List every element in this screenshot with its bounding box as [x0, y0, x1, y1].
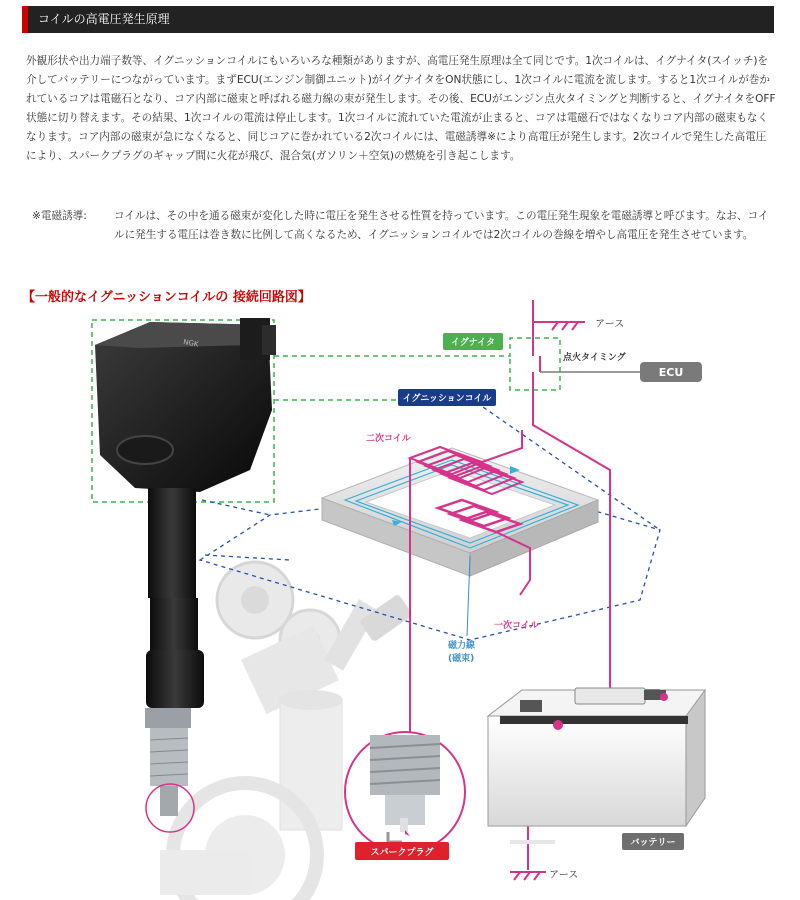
spark-plug-zoom — [345, 732, 465, 852]
body-paragraph: 外観形状や出力端子数等、イグニッションコイルにもいろいろな種類がありますが、高電圧発生原理は全て同じです。1次コイルは、イグナイタ(スイッチ)を介してバッテリーにつながっています。まずECU(エンジン制御ユニット)がイグナイタをON状態にし、1次コイルに電流を流します。すると1次コイルが巻かれているコアは電磁石となり、コア内部に磁束と呼ばれる磁力線の束が発生します。その後、ECUがエンジン点火タイミングと判断すると、イグナイタをOFF状態に切り替えます。その結果、1次コイルの電流は停止します。1次コイルに流れていた電流が止まると、コアは電磁石ではなくなりコア内部の磁束もなくなります。コア内部の磁束が急になくなると、同じコアに巻かれている2次コイルには、電磁誘導※により高電圧が発生します。2次コイルで発生した高電圧により、スパークプラグのギャップ間に火花が飛び、混合気(ガソリン＋空気)の燃焼を引き起こします。 — [26, 55, 776, 162]
secondary-coil-label: 二次コイル — [366, 434, 411, 444]
ecu-label: ECU — [658, 366, 684, 379]
ignition-coil-label: イグニッションコイル — [402, 394, 492, 404]
igniter-dashed-link — [274, 338, 560, 390]
primary-coil-label: 一次コイル — [494, 621, 539, 631]
earth-label-bottom: アース — [549, 870, 579, 881]
earth-symbol-top — [548, 322, 585, 330]
note-text: コイルは、その中を通る磁束が変化した時に電圧を発生させる性質を持っています。この電圧発生現象を電磁誘導と呼びます。なお、コイルに発生する電圧は巻き数に比例して高くなるため、イグニッションコイルでは2次コイルの巻線を増やし高電圧を発生させています。 — [114, 210, 769, 241]
flux-label-line1: 磁力線 — [448, 641, 476, 651]
section-title: コイルの高電圧発生原理 — [38, 12, 170, 26]
note-label: ※電磁誘導: — [32, 210, 87, 222]
flux-label-line2: (磁束) — [448, 654, 475, 664]
battery-label: バッテリー — [630, 838, 676, 848]
ignition-timing-label: 点火タイミング — [563, 353, 626, 363]
coil-brand-logo: NGK — [182, 338, 200, 349]
diagram-title: 【一般的なイグニッションコイルの 接続回路図】 — [22, 290, 311, 305]
spark-plug-label: スパークプラグ — [370, 848, 434, 858]
battery — [488, 688, 705, 844]
earth-symbol-bottom — [510, 872, 546, 880]
earth-label-top: アース — [595, 319, 625, 330]
igniter-label: イグナイタ — [450, 338, 496, 348]
